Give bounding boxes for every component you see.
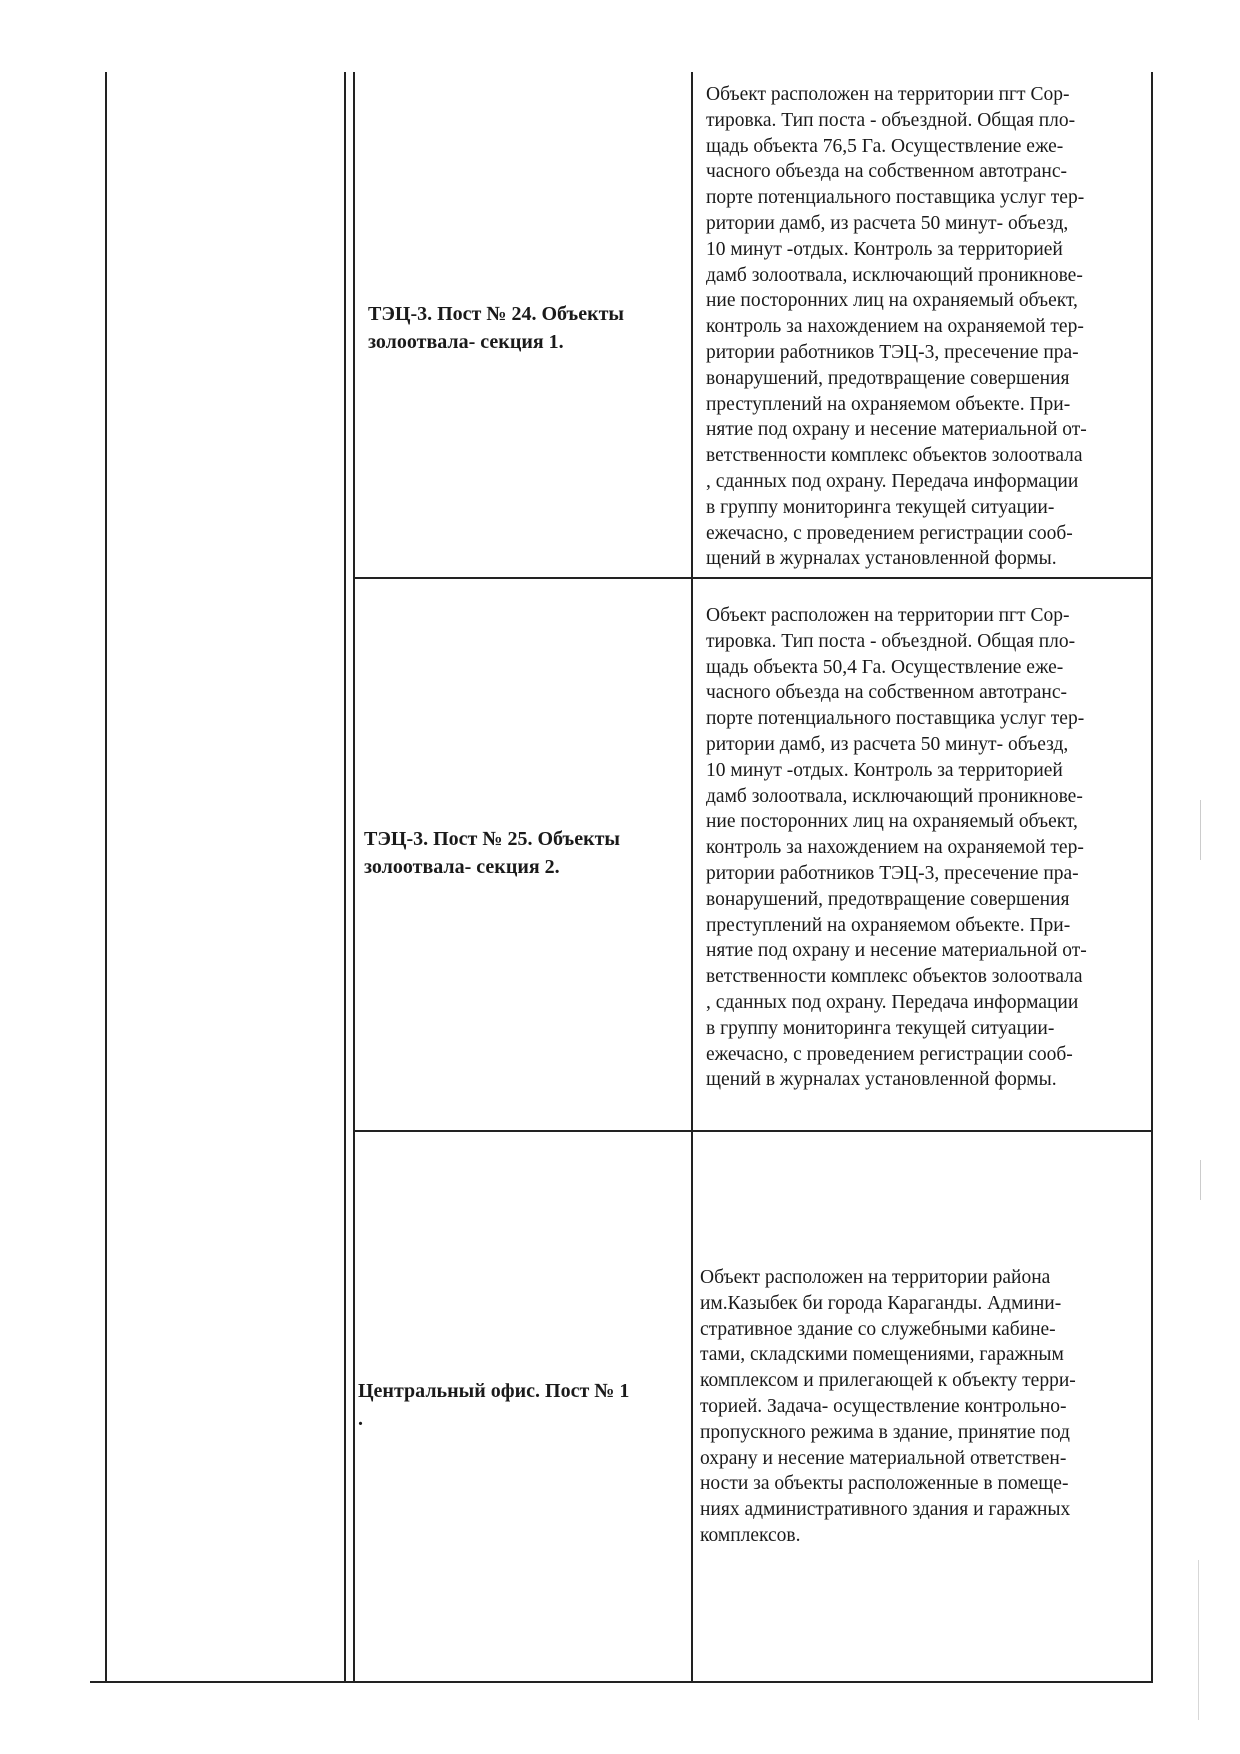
row-2-desc-line: , сданных под охрану. Передача информации bbox=[706, 991, 1079, 1013]
table-column-divider-2 bbox=[691, 72, 693, 1682]
table-bottom-border bbox=[90, 1681, 1153, 1683]
row-1-desc-line: в группу мониторинга текущей ситуации- bbox=[706, 496, 1055, 518]
row-3-desc-line: стративное здание со служебными кабине- bbox=[700, 1318, 1056, 1340]
row-divider-2 bbox=[353, 1130, 1153, 1132]
row-1-desc-line: часного объезда на собственном автотранс- bbox=[706, 161, 1067, 183]
row-2-desc-line: нятие под охрану и несение материальной от- bbox=[706, 940, 1087, 962]
row-1-title bbox=[368, 300, 684, 356]
row-3-description bbox=[700, 1265, 1146, 1549]
row-3-desc-line: тами, складскими помещениями, гаражным bbox=[700, 1344, 1064, 1366]
row-3-desc-line: охрану и несение материальной ответствен- bbox=[700, 1447, 1067, 1469]
row-3-desc-line: пропускного режима в здание, принятие под bbox=[700, 1421, 1070, 1443]
row-2-desc-line: контроль за нахождением на охраняемой тер- bbox=[706, 837, 1084, 859]
row-3-title bbox=[358, 1377, 688, 1433]
row-2-desc-line: порте потенциального поставщика услуг тер- bbox=[706, 708, 1085, 730]
scan-artifact bbox=[1198, 1560, 1199, 1720]
row-1-desc-line: ветственности комплекс объектов золоотвала bbox=[706, 445, 1083, 467]
row-1-title-line: золоотвала- секция 1. bbox=[368, 331, 564, 353]
row-2-desc-line: ветственности комплекс объектов золоотвала bbox=[706, 966, 1083, 988]
row-2-title-line: золоотвала- секция 2. bbox=[364, 856, 560, 878]
row-1-desc-line: порте потенциального поставщика услуг тер- bbox=[706, 187, 1085, 209]
row-1-desc-line: ежечасно, с проведением регистрации сооб- bbox=[706, 522, 1073, 544]
row-1-desc-line: вонарушений, предотвращение совершения bbox=[706, 367, 1070, 389]
row-1-desc-line: Объект расположен на территории пгт Сор- bbox=[706, 84, 1070, 105]
row-1-desc-line: ритории работников ТЭЦ-3, пресечение пра- bbox=[706, 341, 1079, 363]
row-1-desc-line: нятие под охрану и несение материальной от- bbox=[706, 419, 1087, 441]
row-3-desc-line: им.Казыбек би города Караганды. Админи- bbox=[700, 1292, 1062, 1314]
row-2-title-line: ТЭЦ-3. Пост № 25. Объекты bbox=[364, 828, 621, 850]
table-right-border bbox=[1151, 72, 1153, 1682]
row-1-description bbox=[706, 82, 1146, 572]
scan-artifact bbox=[1200, 1160, 1201, 1200]
row-3-title-line: . bbox=[358, 1408, 363, 1430]
scan-artifact bbox=[1200, 800, 1201, 860]
row-1-desc-line: тировка. Тип поста - объездной. Общая пло- bbox=[706, 109, 1076, 131]
row-2-title bbox=[364, 825, 684, 881]
row-3-desc-line: ности за объекты расположенные в помеще- bbox=[700, 1473, 1069, 1495]
row-1-desc-line: ритории дамб, из расчета 50 минут- объезд, bbox=[706, 212, 1069, 234]
row-2-desc-line: тировка. Тип поста - объездной. Общая пло- bbox=[706, 630, 1076, 652]
row-1-desc-line: щадь объекта 76,5 Га. Осуществление еже- bbox=[706, 135, 1064, 157]
row-2-desc-line: ритории дамб, из расчета 50 минут- объезд, bbox=[706, 733, 1069, 755]
row-3-desc-line: комплексов. bbox=[700, 1524, 801, 1546]
row-1-desc-line: преступлений на охраняемом объекте. При- bbox=[706, 393, 1071, 415]
row-3-title-line: Центральный офис. Пост № 1 bbox=[358, 1380, 630, 1402]
row-2-desc-line: щений в журналах установленной формы. bbox=[706, 1069, 1057, 1091]
row-2-desc-line: в группу мониторинга текущей ситуации- bbox=[706, 1017, 1055, 1039]
row-2-desc-line: ежечасно, с проведением регистрации сооб- bbox=[706, 1043, 1073, 1065]
row-1-desc-line: , сданных под охрану. Передача информации bbox=[706, 470, 1079, 492]
row-2-desc-line: преступлений на охраняемом объекте. При- bbox=[706, 914, 1071, 936]
row-2-desc-line: ние посторонних лиц на охраняемый объект, bbox=[706, 811, 1078, 833]
row-2-desc-line: дамб золоотвала, исключающий проникнове- bbox=[706, 785, 1083, 807]
row-3-desc-line: Объект расположен на территории района bbox=[700, 1267, 1051, 1288]
row-1-desc-line: 10 минут -отдых. Контроль за территорией bbox=[706, 238, 1063, 260]
row-3-desc-line: ниях административного здания и гаражных bbox=[700, 1499, 1071, 1521]
row-1-desc-line: ние посторонних лиц на охраняемый объект, bbox=[706, 290, 1078, 312]
table-left-border bbox=[105, 72, 107, 1682]
row-1-desc-line: щений в журналах установленной формы. bbox=[706, 548, 1057, 570]
row-divider-1 bbox=[353, 577, 1153, 579]
row-2-desc-line: Объект расположен на территории пгт Сор- bbox=[706, 605, 1070, 626]
row-2-desc-line: ритории работников ТЭЦ-3, пресечение пра- bbox=[706, 862, 1079, 884]
row-2-desc-line: вонарушений, предотвращение совершения bbox=[706, 888, 1070, 910]
row-2-desc-line: часного объезда на собственном автотранс- bbox=[706, 682, 1067, 704]
row-3-desc-line: торией. Задача- осуществление контрольно- bbox=[700, 1395, 1067, 1417]
row-1-desc-line: контроль за нахождением на охраняемой тер- bbox=[706, 316, 1084, 338]
row-2-desc-line: щадь объекта 50,4 Га. Осуществление еже- bbox=[706, 656, 1064, 678]
row-2-desc-line: 10 минут -отдых. Контроль за территорией bbox=[706, 759, 1063, 781]
row-1-desc-line: дамб золоотвала, исключающий проникнове- bbox=[706, 264, 1083, 286]
table-column-divider-1b bbox=[353, 72, 355, 1682]
row-3-desc-line: комплексом и прилегающей к объекту терри- bbox=[700, 1370, 1076, 1392]
row-1-title-line: ТЭЦ-3. Пост № 24. Объекты bbox=[368, 303, 625, 325]
row-2-description bbox=[706, 603, 1146, 1093]
table-column-divider-1a bbox=[344, 72, 346, 1682]
